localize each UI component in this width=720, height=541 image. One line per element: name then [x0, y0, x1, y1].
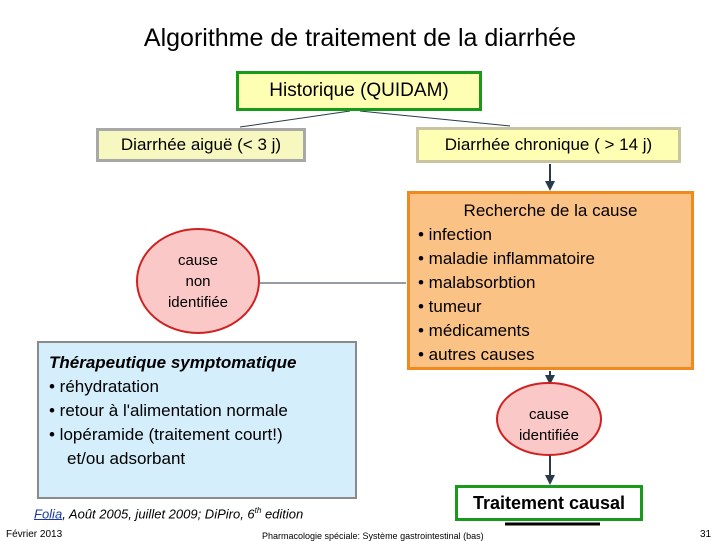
arrow-to-acute	[240, 111, 350, 127]
research-item: • malabsorbtion	[418, 273, 536, 292]
arrow-to-chronic	[360, 111, 510, 126]
reference-link[interactable]: Folia	[34, 506, 63, 522]
research-item: • tumeur	[418, 297, 482, 316]
research-cause-box	[407, 191, 694, 370]
chronic-diarrhea-box: Diarrhée chronique ( > 14 j)	[416, 127, 681, 163]
reference-footnote	[34, 506, 303, 521]
research-item: • infection	[418, 225, 492, 244]
reference-text: , Août 2005, juillet 2009; DiPiro, 6	[62, 506, 255, 522]
cause-unknown-line-1: cause	[177, 252, 219, 269]
symptomatic-continuation: et/ou adsorbant	[67, 449, 186, 468]
cause-unknown-line-3: identifiée	[167, 294, 229, 311]
research-item: • maladie inflammatoire	[418, 249, 595, 268]
cause-unknown-label	[148, 250, 248, 313]
symptomatic-item: • réhydratation	[49, 377, 159, 396]
symptomatic-item: • lopéramide (traitement court!)	[49, 425, 283, 444]
symptomatic-heading: Thérapeutique symptomatique	[49, 353, 297, 372]
symptomatic-therapy-box	[37, 341, 357, 499]
cause-identified-line-1: cause	[528, 406, 570, 423]
research-item: • autres causes	[418, 345, 535, 364]
causal-treatment-box: Traitement causal	[455, 485, 643, 521]
footer-date: Février 2013	[6, 529, 63, 540]
footer-course: Pharmacologie spéciale: Système gastrointestinal (bas)	[262, 531, 484, 541]
reference-tail: edition	[261, 506, 304, 522]
symptomatic-item: • retour à l'alimentation normale	[49, 401, 288, 420]
page-number: 31	[700, 529, 712, 540]
research-heading: Recherche de la cause	[463, 201, 638, 220]
reference-sup: th	[254, 506, 262, 515]
cause-unknown-line-2: non	[185, 273, 211, 290]
cause-identified-label	[499, 404, 599, 446]
acute-diarrhea-box: Diarrhée aiguë (< 3 j)	[96, 128, 306, 162]
research-item: • médicaments	[418, 321, 530, 340]
history-box: Historique (QUIDAM)	[236, 71, 482, 111]
page-title: Algorithme de traitement de la diarrhée	[143, 24, 577, 52]
cause-identified-line-2: identifiée	[518, 427, 580, 444]
